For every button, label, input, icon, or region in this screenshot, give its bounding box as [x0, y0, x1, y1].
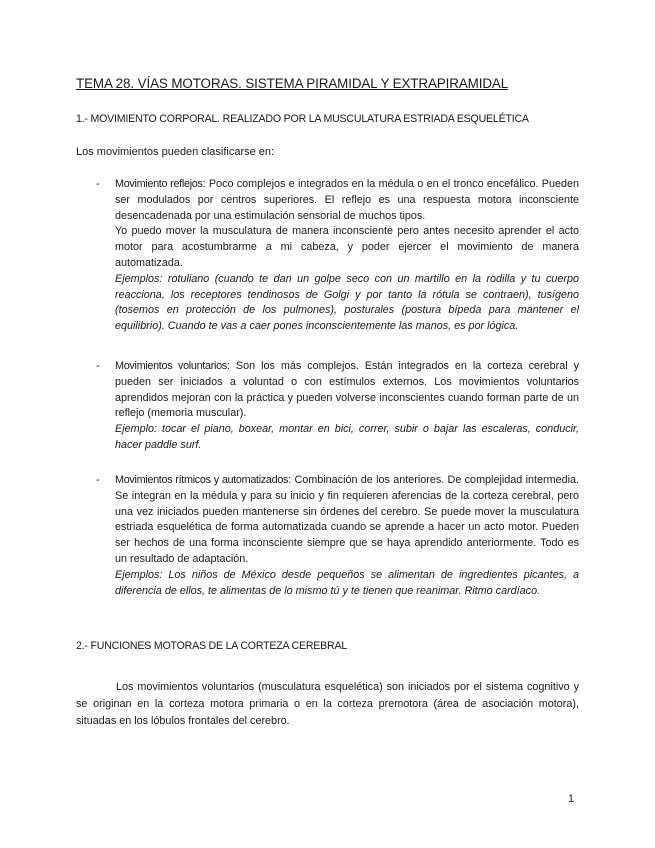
- bullet-dash: -: [96, 178, 100, 190]
- bullet-dash: -: [96, 474, 100, 486]
- section-heading-2: 2.- FUNCIONES MOTORAS DE LA CORTEZA CEREBRAL: [76, 640, 348, 652]
- section-2-paragraph: Los movimientos voluntarios (musculatura esquelética) son iniciados por el sistema cognitivo y se originan en la corteza motora primaria o en la corteza premotora (área de asociación motora), situadas en los lóbulos frontales del cerebro.: [76, 680, 579, 727]
- bullet-body: [115, 359, 579, 454]
- bullet-term: Movimientos voluntarios: [115, 360, 227, 372]
- bullet-paragraph: [115, 473, 579, 568]
- bullet-reflex-movements: [76, 177, 579, 335]
- bullet-example: Ejemplos: Los niños de México desde pequeños se alimentan de ingredientes picantes, a diferencia de ellos, te alimentas de lo mismo tú y te tienen que reanimar. Ritmo cardíaco.: [115, 568, 579, 597]
- bullet-body: [115, 473, 579, 599]
- bullet-paragraph: [115, 177, 579, 224]
- bullet-paragraph: [115, 359, 579, 422]
- bullet-example: Ejemplo: tocar el piano, boxear, montar en bici, correr, subir o bajar las escaleras, conducir, hacer paddle surf.: [115, 423, 579, 451]
- document-title: TEMA 28. VÍAS MOTORAS. SISTEMA PIRAMIDAL Y EXTRAPIRAMIDAL: [76, 76, 509, 91]
- bullet-voluntary-movements: [76, 359, 579, 454]
- bullet-term: Movimiento reflejos: [115, 178, 203, 190]
- bullet-body: [115, 177, 579, 335]
- bullet-example: Ejemplos: rotuliano (cuando te dan un golpe seco con un martillo en la rodilla y tu cuerpo reacciona, los receptores tendinosos de Golgi y por tanto la rótula se contraen), tusígeno (tosemos en protección de los pulmones), posturales (postura bípeda para mantener el equilibrio). Cuando te vas a caer pones inconscientemente las manos, es por lógica.: [115, 272, 579, 333]
- bullet-rhythmic-movements: [76, 473, 579, 599]
- section-heading-1: 1.- MOVIMIENTO CORPORAL. REALIZADO POR LA MUSCULATURA ESTRIADA ESQUELÉTICA: [76, 113, 529, 125]
- bullet-term: Movimientos rítmicos y automatizados: [115, 474, 289, 486]
- bullet-text: : Son los más complejos. Están integrados en la corteza cerebral y pueden ser iniciados a voluntad o con estímulos externos. Los movimientos voluntarios aprendidos mejoran con la práctica y pueden volverse inconscientes cuando forman parte de un reflejo (memoria muscular).: [115, 360, 579, 420]
- bullet-text-secondary: Yo puedo mover la musculatura de manera inconsciente pero antes necesito aprender el acto motor para acostumbrarme a mi cabeza, y poder ejercer el movimiento de manera automatizada.: [115, 225, 579, 269]
- intro-text: Los movimientos pueden clasificarse en:: [76, 146, 275, 158]
- page-number: 1: [568, 793, 575, 805]
- bullet-dash: -: [96, 360, 100, 372]
- bullet-text: : Poco complejos e integrados en la médula o en el tronco encefálico. Pueden ser modulados por centros superiores. El reflejo es una respuesta motora inconsciente desencadenada por una estimulación sensorial de muchos tipos.: [115, 178, 579, 222]
- bullet-text: : Combinación de los anteriores. De complejidad intermedia. Se integran en la médula y para su inicio y fin requieren aferencias de la corteza cerebral, pero una vez iniciados pueden mantenerse sin órdenes del cerebro. Se puede mover la musculatura estriada esquelética de forma automatizada cuando se aprende a hacer un acto motor. Pueden ser hechos de una forma inconsciente siempre que se haya aprendido anteriormente. Todo es un resultado de adaptación.: [115, 474, 579, 565]
